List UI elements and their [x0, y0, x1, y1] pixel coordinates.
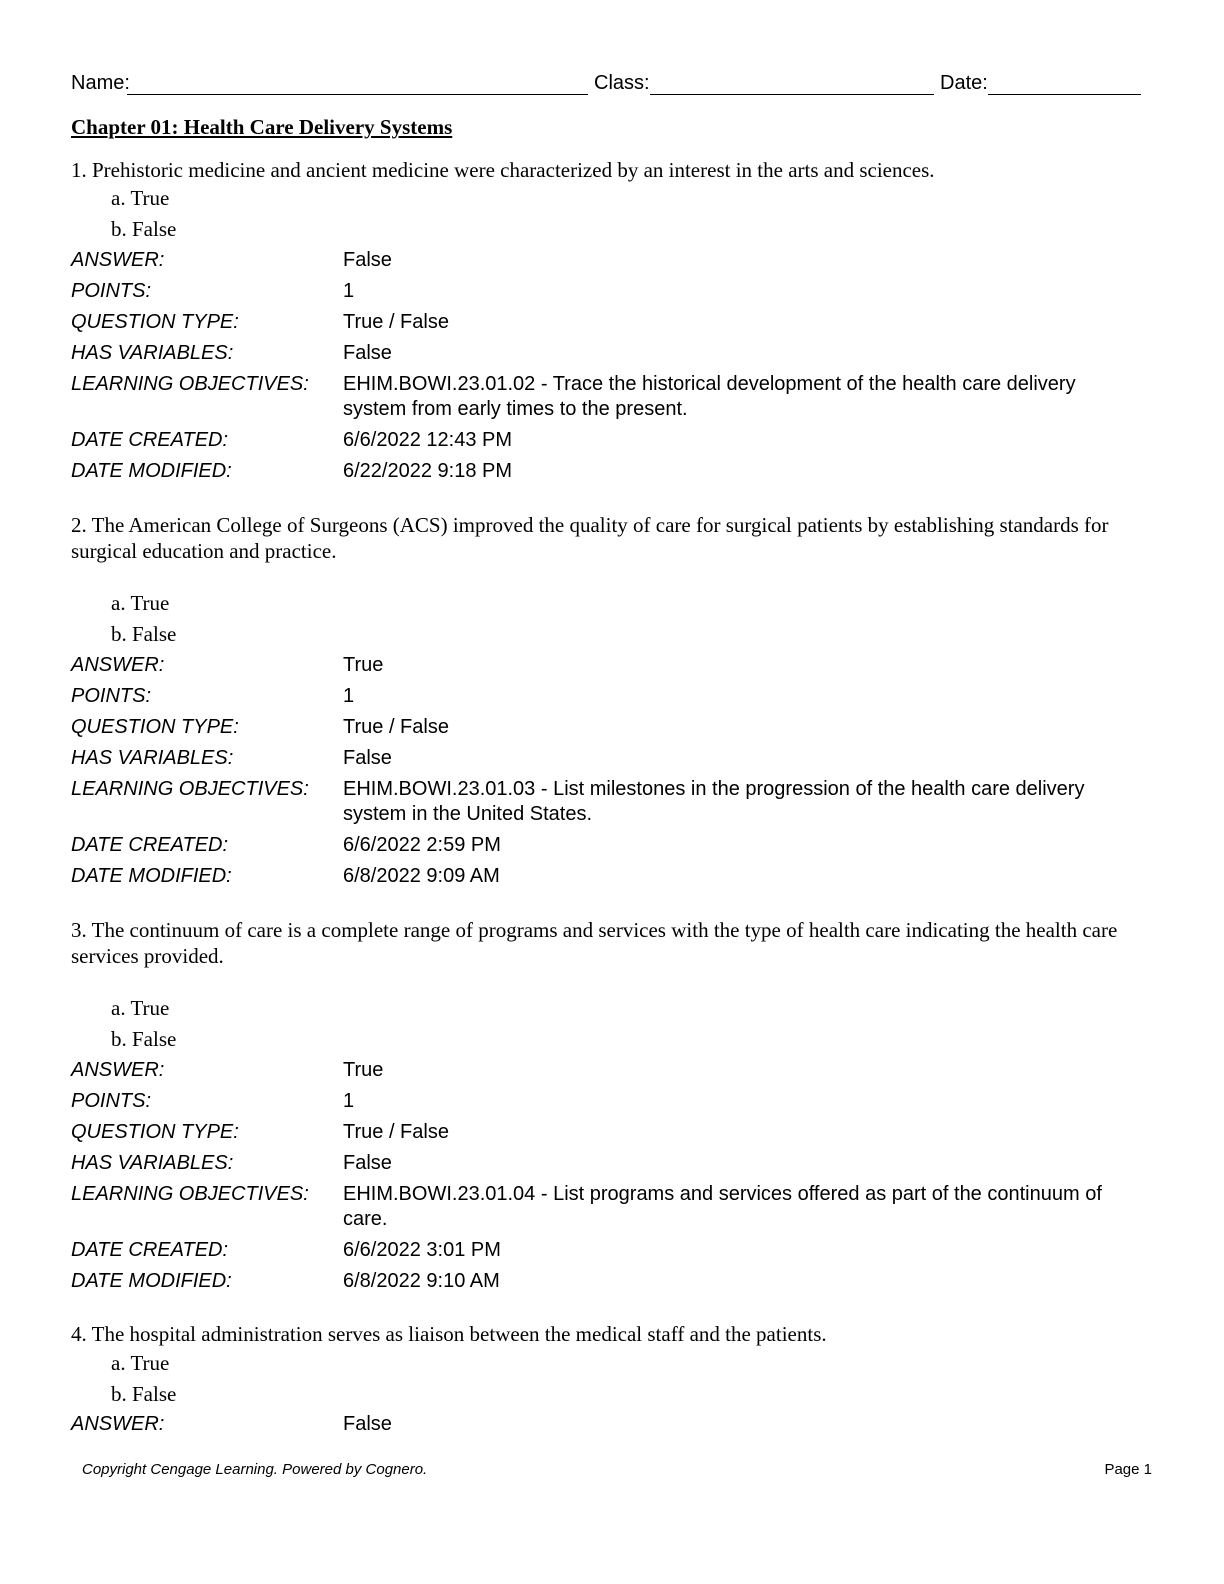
option-a: a. True — [111, 591, 170, 615]
option-a: a. True — [111, 1351, 170, 1375]
question-type-value: True / False — [343, 311, 449, 333]
date-created-value: 6/6/2022 12:43 PM — [343, 429, 513, 451]
question-type-label: QUESTION TYPE: — [71, 311, 239, 333]
question-type-label: QUESTION TYPE: — [71, 716, 239, 738]
question-type-label: QUESTION TYPE: — [71, 1121, 239, 1143]
has-variables-label: HAS VARIABLES: — [71, 747, 234, 769]
question-text: 4. The hospital administration serves as liaison between the medical staff and the patients. — [71, 1322, 827, 1346]
learning-objectives-value: EHIM.BOWI.23.01.02 - Trace the historical development of the health care delivery system from early times to the present. — [343, 373, 1076, 420]
class-field-line — [650, 94, 934, 95]
class-label: Class: — [594, 72, 650, 94]
question-type-value: True / False — [343, 716, 449, 738]
date-modified-value: 6/22/2022 9:18 PM — [343, 460, 513, 482]
date-modified-value: 6/8/2022 9:10 AM — [343, 1270, 500, 1292]
option-b: b. False — [111, 622, 177, 646]
date-created-label: DATE CREATED: — [71, 834, 229, 856]
learning-objectives-value: EHIM.BOWI.23.01.04 - List programs and services offered as part of the continuum of care. — [343, 1183, 1102, 1230]
learning-objectives-label: LEARNING OBJECTIVES: — [71, 373, 309, 395]
points-label: POINTS: — [71, 685, 152, 707]
question-text: 2. The American College of Surgeons (ACS) improved the quality of care for surgical patients by establishing standards for surgical education and practice. — [71, 513, 1109, 563]
has-variables-label: HAS VARIABLES: — [71, 342, 234, 364]
learning-objectives-label: LEARNING OBJECTIVES: — [71, 1183, 309, 1205]
answer-value: True — [343, 1059, 384, 1081]
date-label: Date: — [940, 72, 988, 94]
date-created-label: DATE CREATED: — [71, 1239, 229, 1261]
answer-label: ANSWER: — [71, 1059, 165, 1081]
question-text: 1. Prehistoric medicine and ancient medicine were characterized by an interest in the arts and sciences. — [71, 158, 935, 182]
option-a: a. True — [111, 186, 170, 210]
name-field-line — [127, 94, 588, 95]
date-modified-label: DATE MODIFIED: — [71, 865, 232, 887]
has-variables-value: False — [343, 1152, 392, 1174]
date-modified-value: 6/8/2022 9:09 AM — [343, 865, 500, 887]
date-created-label: DATE CREATED: — [71, 429, 229, 451]
answer-value: True — [343, 654, 384, 676]
has-variables-value: False — [343, 747, 392, 769]
points-value: 1 — [343, 685, 355, 707]
name-label: Name: — [71, 72, 130, 94]
footer-copyright: Copyright Cengage Learning. Powered by Cognero. — [82, 1461, 428, 1478]
date-created-value: 6/6/2022 2:59 PM — [343, 834, 501, 856]
points-label: POINTS: — [71, 1090, 152, 1112]
date-created-value: 6/6/2022 3:01 PM — [343, 1239, 501, 1261]
option-b: b. False — [111, 217, 177, 241]
has-variables-label: HAS VARIABLES: — [71, 1152, 234, 1174]
answer-value: False — [343, 1413, 392, 1435]
date-modified-label: DATE MODIFIED: — [71, 1270, 232, 1292]
answer-label: ANSWER: — [71, 1413, 165, 1435]
date-modified-label: DATE MODIFIED: — [71, 460, 232, 482]
points-value: 1 — [343, 1090, 355, 1112]
points-value: 1 — [343, 280, 355, 302]
question-text: 3. The continuum of care is a complete range of programs and services with the type of health care indicating the health care services provided. — [71, 918, 1118, 968]
answer-label: ANSWER: — [71, 654, 165, 676]
answer-value: False — [343, 249, 392, 271]
option-b: b. False — [111, 1027, 177, 1051]
points-label: POINTS: — [71, 280, 152, 302]
answer-label: ANSWER: — [71, 249, 165, 271]
learning-objectives-label: LEARNING OBJECTIVES: — [71, 778, 309, 800]
chapter-title: Chapter 01: Health Care Delivery Systems — [71, 115, 453, 139]
option-a: a. True — [111, 996, 170, 1020]
footer-page-number: Page 1 — [1104, 1461, 1152, 1478]
option-b: b. False — [111, 1382, 177, 1406]
question-type-value: True / False — [343, 1121, 449, 1143]
date-field-line — [988, 94, 1141, 95]
learning-objectives-value: EHIM.BOWI.23.01.03 - List milestones in the progression of the health care delivery system in the United States. — [343, 778, 1085, 825]
has-variables-value: False — [343, 342, 392, 364]
